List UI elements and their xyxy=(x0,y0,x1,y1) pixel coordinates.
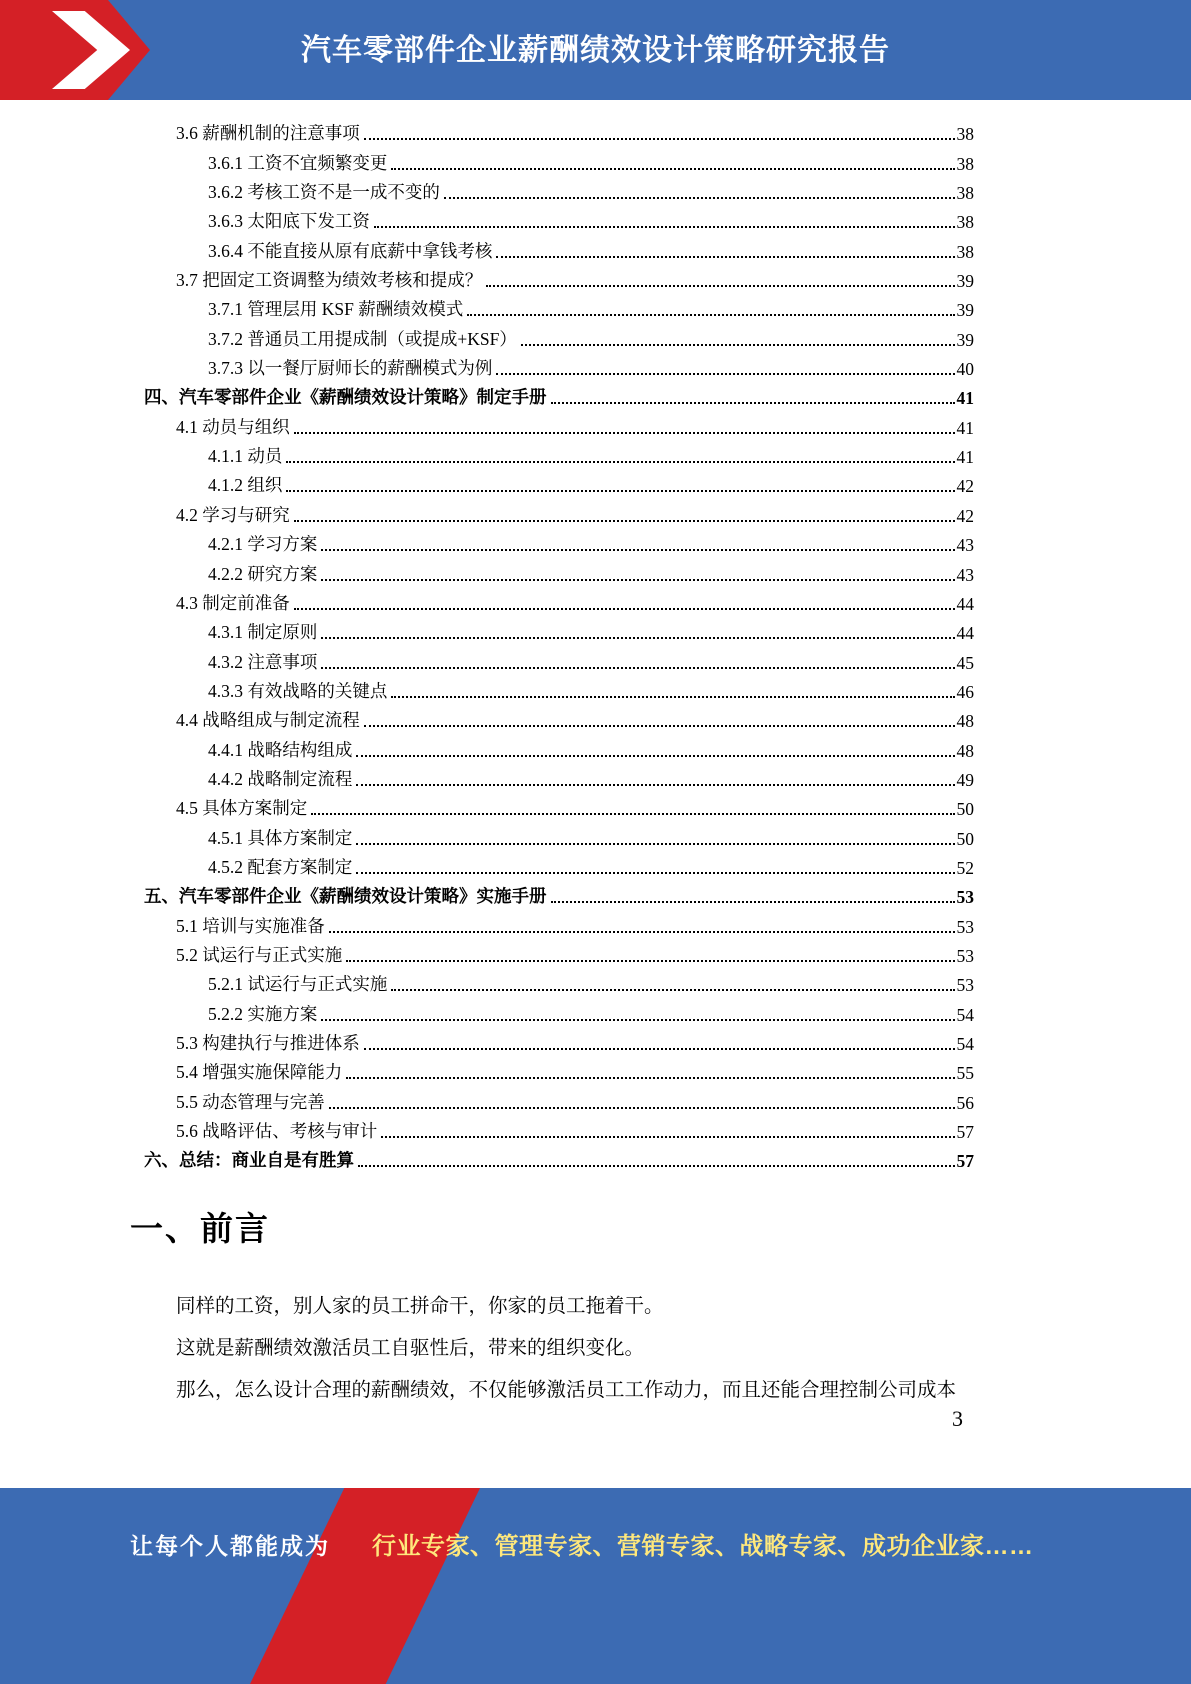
toc-entry-title: 4.2.2 研究方案 xyxy=(208,563,318,584)
toc-entry[interactable] xyxy=(144,497,974,526)
toc-entry[interactable] xyxy=(144,674,974,703)
toc-dot-leader xyxy=(364,138,955,140)
toc-dot-leader xyxy=(346,1077,954,1079)
toc-entry-title: 5.2.2 实施方案 xyxy=(208,1003,318,1024)
toc-dot-leader xyxy=(329,1107,955,1109)
toc-entry[interactable] xyxy=(144,204,974,233)
toc-dot-leader xyxy=(294,520,955,522)
report-title: 汽车零部件企业薪酬绩效设计策略研究报告 xyxy=(301,34,890,67)
toc-entry-title: 4.3.2 注意事项 xyxy=(208,651,318,672)
toc-entry-title: 4.5 具体方案制定 xyxy=(176,798,308,819)
toc-dot-leader xyxy=(551,901,955,903)
report-header xyxy=(0,0,1191,100)
toc-entry-title: 3.6.1 工资不宜频繁变更 xyxy=(208,152,388,173)
footer-slogan-right: 行业专家、管理专家、营销专家、战略专家、成功企业家…… xyxy=(372,1533,1034,1560)
toc-entry-page: 53 xyxy=(956,975,974,996)
toc-entry-page: 38 xyxy=(956,124,974,145)
toc-entry[interactable] xyxy=(144,908,974,937)
toc-entry-page: 53 xyxy=(956,916,974,937)
toc-entry-title: 3.7.2 普通员工用提成制（或提成+KSF） xyxy=(208,328,517,349)
toc-entry-title: 4.2.1 学习方案 xyxy=(208,534,318,555)
toc-dot-leader xyxy=(364,725,955,727)
toc-entry-title: 四、汽车零部件企业《薪酬绩效设计策略》制定手册 xyxy=(144,387,547,408)
toc-dot-leader xyxy=(356,755,954,757)
toc-entry-page: 40 xyxy=(956,359,974,380)
toc-entry-page: 52 xyxy=(956,857,974,878)
toc-dot-leader xyxy=(391,696,954,698)
toc-entry[interactable] xyxy=(144,732,974,761)
toc-dot-leader xyxy=(294,432,955,434)
toc-dot-leader xyxy=(444,197,955,199)
toc-entry-page: 41 xyxy=(956,447,974,468)
toc-entry-page: 54 xyxy=(956,1034,974,1054)
toc-entry-title: 3.6.3 太阳底下发工资 xyxy=(208,211,370,232)
toc-entry-page: 38 xyxy=(956,183,974,204)
toc-entry[interactable] xyxy=(144,791,974,820)
toc-entry-page: 39 xyxy=(956,329,974,350)
toc-entry[interactable] xyxy=(144,175,974,204)
toc-entry-page: 48 xyxy=(956,711,974,732)
toc-entry[interactable] xyxy=(144,1055,974,1084)
toc-entry-title: 4.1.2 组织 xyxy=(208,475,283,496)
toc-entry[interactable] xyxy=(144,762,974,791)
footer-red-stripe-icon xyxy=(250,1488,480,1684)
toc-entry[interactable] xyxy=(144,879,974,908)
toc-dot-leader xyxy=(496,256,954,258)
table-of-contents xyxy=(144,116,974,1172)
toc-entry[interactable] xyxy=(144,351,974,380)
toc-entry[interactable] xyxy=(144,321,974,350)
toc-entry[interactable] xyxy=(144,703,974,732)
toc-entry[interactable] xyxy=(144,850,974,879)
toc-entry-page: 56 xyxy=(956,1092,974,1113)
paragraph: 那么，怎么设计合理的薪酬绩效，不仅能够激活员工工作动力，而且还能合理控制公司成本 xyxy=(176,1380,957,1401)
toc-entry[interactable] xyxy=(144,1084,974,1113)
toc-entry[interactable] xyxy=(144,996,974,1025)
toc-entry-page: 42 xyxy=(956,505,974,526)
body-paragraphs xyxy=(176,1286,1056,1412)
toc-entry-title: 5.2.1 试运行与正式实施 xyxy=(208,974,388,995)
toc-entry-page: 44 xyxy=(956,593,974,614)
toc-dot-leader xyxy=(486,285,954,287)
toc-entry-page: 54 xyxy=(956,1004,974,1025)
toc-dot-leader xyxy=(381,1136,954,1138)
toc-dot-leader xyxy=(286,490,954,492)
toc-entry-title: 5.5 动态管理与完善 xyxy=(176,1091,325,1112)
toc-entry-page: 38 xyxy=(956,212,974,233)
toc-entry[interactable] xyxy=(144,556,974,585)
toc-entry-title: 4.1.1 动员 xyxy=(208,446,283,467)
toc-dot-leader xyxy=(391,989,954,991)
toc-entry-title: 六、总结：商业自是有胜算 xyxy=(144,1150,354,1171)
toc-entry[interactable] xyxy=(144,820,974,849)
toc-entry-page: 50 xyxy=(956,828,974,849)
toc-dot-leader xyxy=(346,960,954,962)
toc-entry-title: 3.7 把固定工资调整为绩效考核和提成？ xyxy=(176,270,483,291)
toc-entry-title: 5.1 培训与实施准备 xyxy=(176,915,325,936)
toc-entry-page: 38 xyxy=(956,241,974,262)
toc-entry-page: 39 xyxy=(956,300,974,321)
toc-entry-page: 45 xyxy=(956,652,974,673)
toc-entry-title: 4.3.1 制定原则 xyxy=(208,622,318,643)
toc-entry-page: 53 xyxy=(956,887,974,908)
toc-entry-title: 3.6.2 考核工资不是一成不变的 xyxy=(208,182,440,203)
toc-entry[interactable] xyxy=(144,586,974,615)
toc-entry-title: 4.2 学习与研究 xyxy=(176,504,290,525)
toc-entry[interactable] xyxy=(144,527,974,556)
toc-entry-page: 48 xyxy=(956,740,974,761)
toc-entry[interactable] xyxy=(144,938,974,967)
toc-entry-page: 42 xyxy=(956,476,974,497)
toc-dot-leader xyxy=(358,1165,955,1167)
toc-entry[interactable] xyxy=(144,233,974,262)
toc-entry-title: 4.1 动员与组织 xyxy=(176,416,290,437)
toc-entry-page: 55 xyxy=(956,1063,974,1084)
toc-dot-leader xyxy=(364,1048,955,1050)
toc-entry-title: 4.5.2 配套方案制定 xyxy=(208,856,353,877)
toc-entry-page: 46 xyxy=(956,681,974,702)
toc-dot-leader xyxy=(551,402,955,404)
toc-entry-page: 41 xyxy=(956,388,974,409)
toc-entry[interactable] xyxy=(144,145,974,174)
toc-dot-leader xyxy=(321,667,954,669)
toc-dot-leader xyxy=(321,579,954,581)
toc-dot-leader xyxy=(356,843,954,845)
toc-entry-title: 3.7.1 管理层用 KSF 薪酬绩效模式 xyxy=(208,299,464,320)
toc-entry[interactable] xyxy=(144,468,974,497)
toc-entry-page: 43 xyxy=(956,535,974,556)
toc-entry[interactable] xyxy=(144,1143,974,1172)
toc-entry-page: 39 xyxy=(956,271,974,292)
section-heading-preface: 一、前言 xyxy=(130,1210,270,1247)
toc-entry-title: 4.5.1 具体方案制定 xyxy=(208,827,353,848)
toc-dot-leader xyxy=(356,872,954,874)
footer-slogan-left: 让每个人都能成为 xyxy=(130,1533,330,1559)
toc-entry-title: 3.7.3 以一餐厅厨师长的薪酬模式为例 xyxy=(208,358,493,379)
page-number: 3 xyxy=(952,1406,963,1431)
toc-entry-page: 50 xyxy=(956,799,974,820)
toc-entry[interactable] xyxy=(144,1026,974,1055)
toc-dot-leader xyxy=(286,461,954,463)
toc-entry[interactable] xyxy=(144,116,974,145)
toc-entry-page: 49 xyxy=(956,769,974,790)
toc-entry-title: 4.4 战略组成与制定流程 xyxy=(176,710,360,731)
toc-dot-leader xyxy=(356,784,954,786)
report-footer xyxy=(0,1488,1191,1684)
paragraph: 同样的工资，别人家的员工拼命干，你家的员工拖着干。 xyxy=(176,1296,664,1317)
toc-dot-leader xyxy=(374,226,955,228)
toc-entry-page: 44 xyxy=(956,623,974,644)
toc-dot-leader xyxy=(321,1019,954,1021)
toc-entry-title: 3.6 薪酬机制的注意事项 xyxy=(176,123,360,144)
toc-dot-leader xyxy=(521,344,955,346)
toc-entry-page: 43 xyxy=(956,564,974,585)
paragraph: 这就是薪酬绩效激活员工自驱性后，带来的组织变化。 xyxy=(176,1338,645,1359)
toc-entry-title: 4.3 制定前准备 xyxy=(176,592,290,613)
toc-entry[interactable] xyxy=(144,263,974,292)
toc-dot-leader xyxy=(311,813,954,815)
toc-dot-leader xyxy=(391,168,954,170)
toc-dot-leader xyxy=(329,931,955,933)
toc-entry-title: 4.4.2 战略制定流程 xyxy=(208,768,353,789)
toc-entry[interactable] xyxy=(144,380,974,409)
toc-entry[interactable] xyxy=(144,292,974,321)
toc-dot-leader xyxy=(294,608,955,610)
toc-entry[interactable] xyxy=(144,967,974,996)
toc-entry-title: 5.2 试运行与正式实施 xyxy=(176,944,343,965)
toc-dot-leader xyxy=(321,637,954,639)
toc-entry-title: 5.3 构建执行与推进体系 xyxy=(176,1033,360,1053)
toc-entry[interactable] xyxy=(144,1114,974,1143)
toc-entry-title: 5.6 战略评估、考核与审计 xyxy=(176,1121,378,1142)
toc-entry-title: 五、汽车零部件企业《薪酬绩效设计策略》实施手册 xyxy=(144,886,547,907)
toc-entry-page: 57 xyxy=(956,1151,974,1172)
toc-entry-title: 3.6.4 不能直接从原有底薪中拿钱考核 xyxy=(208,240,493,261)
toc-entry-title: 4.3.3 有效战略的关键点 xyxy=(208,680,388,701)
toc-dot-leader xyxy=(321,549,954,551)
toc-entry-title: 4.4.1 战略结构组成 xyxy=(208,739,353,760)
toc-entry-page: 38 xyxy=(956,153,974,174)
toc-entry[interactable] xyxy=(144,615,974,644)
toc-dot-leader xyxy=(496,373,954,375)
toc-entry-title: 5.4 增强实施保障能力 xyxy=(176,1062,343,1083)
toc-entry-page: 53 xyxy=(956,945,974,966)
toc-entry[interactable] xyxy=(144,439,974,468)
toc-entry[interactable] xyxy=(144,644,974,673)
toc-entry-page: 57 xyxy=(956,1122,974,1143)
toc-dot-leader xyxy=(467,314,954,316)
toc-entry[interactable] xyxy=(144,409,974,438)
toc-entry-page: 41 xyxy=(956,417,974,438)
